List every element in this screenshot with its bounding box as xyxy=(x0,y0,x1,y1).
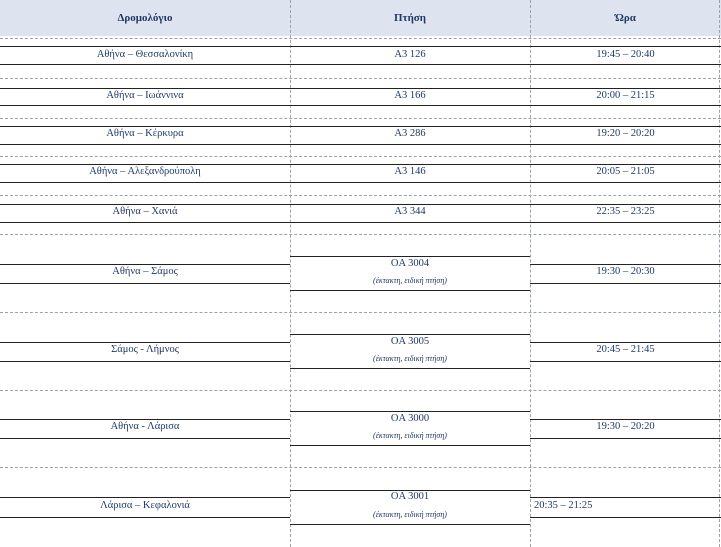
route-cell: Αθήνα – Ιωάννινα xyxy=(106,90,184,101)
time-cell: 19:30 – 20:20 xyxy=(596,421,655,432)
route-cell: Αθήνα – Σάμος xyxy=(112,266,178,277)
row-divider xyxy=(0,38,721,39)
row-divider xyxy=(0,78,721,79)
row-divider xyxy=(290,445,530,446)
route-cell: Αθήνα – Αλεξανδρούπολη xyxy=(89,166,201,177)
route-cell: Αθήνα – Χανιά xyxy=(112,206,178,217)
flight-note: (έκτακτη, ειδική πτήση) xyxy=(373,510,447,519)
header-route: Δρομολόγιο xyxy=(117,12,173,24)
row-divider xyxy=(290,334,530,335)
row-divider xyxy=(530,283,721,284)
row-divider xyxy=(0,182,721,183)
route-cell: Αθήνα – Κέρκυρα xyxy=(106,128,184,139)
row-divider xyxy=(290,368,530,369)
flight-cell: A3 286 xyxy=(394,128,426,139)
row-divider xyxy=(0,467,721,468)
time-cell: 20:45 – 21:45 xyxy=(596,344,655,355)
time-cell: 22:35 – 23:25 xyxy=(596,206,655,217)
row-divider xyxy=(0,204,721,205)
row-divider xyxy=(0,283,290,284)
row-divider xyxy=(0,88,721,89)
row-divider xyxy=(0,64,721,65)
row-divider xyxy=(530,361,721,362)
row-divider xyxy=(0,46,721,47)
time-cell: 19:20 – 20:20 xyxy=(596,128,655,139)
row-divider xyxy=(0,222,721,223)
header-flight: Πτήση xyxy=(393,12,427,24)
flight-cell: A3 146 xyxy=(394,166,426,177)
row-divider xyxy=(530,342,721,343)
row-divider xyxy=(0,438,290,439)
row-divider xyxy=(0,105,721,106)
row-divider xyxy=(0,234,721,235)
row-divider xyxy=(0,118,721,119)
flight-cell: OA 3004 xyxy=(390,258,430,269)
row-divider xyxy=(0,419,290,420)
row-divider xyxy=(0,517,290,518)
row-divider xyxy=(530,419,721,420)
row-divider xyxy=(290,524,530,525)
flight-cell: OA 3000 xyxy=(390,413,430,424)
row-divider xyxy=(0,361,290,362)
row-divider xyxy=(290,256,530,257)
time-cell: 20:00 – 21:15 xyxy=(596,90,655,101)
row-divider xyxy=(530,517,721,518)
route-cell: Αθήνα – Θεσσαλονίκη xyxy=(96,49,194,60)
flight-cell: OA 3001 xyxy=(390,491,430,502)
row-divider xyxy=(290,411,530,412)
flight-cell: A3 344 xyxy=(394,206,426,217)
route-cell: Αθήνα - Λάρισα xyxy=(110,421,180,432)
table-header xyxy=(0,0,721,36)
flight-note: (έκτακτη, ειδική πτήση) xyxy=(373,276,447,285)
row-divider xyxy=(0,144,721,145)
column-divider xyxy=(290,0,291,547)
time-cell: 19:30 – 20:30 xyxy=(596,266,655,277)
route-cell: Σάμος - Λήμνος xyxy=(111,344,179,355)
row-divider xyxy=(0,497,290,498)
row-divider xyxy=(0,156,721,157)
flight-note: (έκτακτη, ειδική πτήση) xyxy=(373,431,447,440)
row-divider xyxy=(0,312,721,313)
row-divider xyxy=(0,126,721,127)
header-time: Ώρα xyxy=(615,12,636,24)
flight-cell: OA 3005 xyxy=(390,336,430,347)
flight-cell: A3 166 xyxy=(394,90,426,101)
row-divider xyxy=(0,390,721,391)
time-cell: 20:05 – 21:05 xyxy=(596,166,655,177)
route-cell: Λάρισα – Κεφαλονιά xyxy=(100,500,190,511)
row-divider xyxy=(0,195,721,196)
row-divider xyxy=(290,290,530,291)
flight-note: (έκτακτη, ειδική πτήση) xyxy=(373,354,447,363)
row-divider xyxy=(0,164,721,165)
time-cell: 20:35 – 21:25 xyxy=(534,500,593,511)
row-divider xyxy=(530,438,721,439)
time-cell: 19:45 – 20:40 xyxy=(596,49,655,60)
row-divider xyxy=(530,264,721,265)
row-divider xyxy=(0,342,290,343)
row-divider xyxy=(0,264,290,265)
row-divider xyxy=(530,497,721,498)
flight-cell: A3 126 xyxy=(394,49,426,60)
